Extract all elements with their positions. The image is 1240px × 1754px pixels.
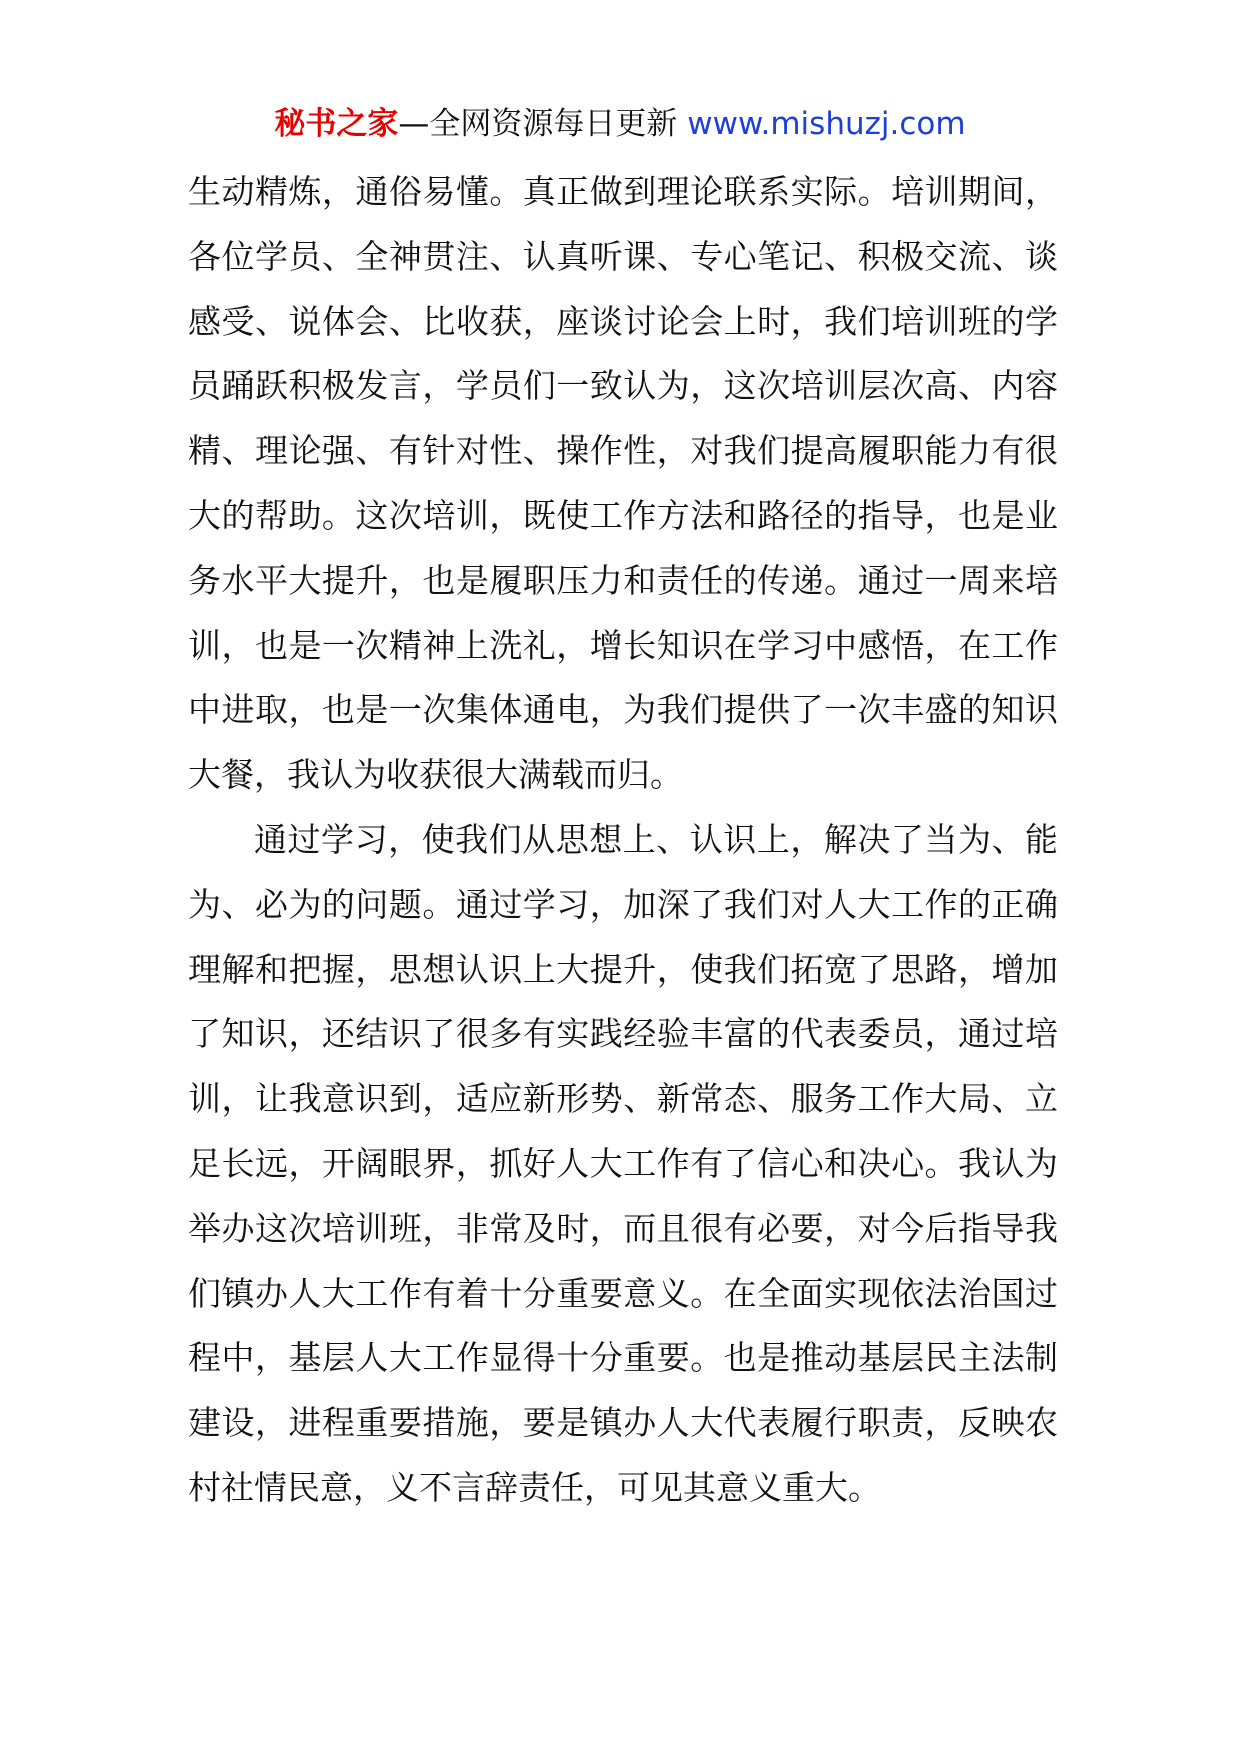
website-link[interactable]: www.mishuzj.com <box>687 106 966 142</box>
brand-name: 秘书之家 <box>274 106 399 142</box>
page-header <box>0 102 1240 146</box>
header-tagline: —全网资源每日更新 <box>398 106 688 142</box>
document-body <box>188 160 1058 1521</box>
paragraph-1: 生动精炼，通俗易懂。真正做到理论联系实际。培训期间，各位学员、全神贯注、认真听课、专心笔记、积极交流、谈感受、说体会、比收获，座谈讨论会上时，我们培训班的学员踊跃积极发言，学员们一致认为，这次培训层次高、内容精、理论强、有针对性、操作性，对我们提高履职能力有很大的帮助。这次培训，既使工作方法和路径的指导，也是业务水平大提升，也是履职压力和责任的传递。通过一周来培训，也是一次精神上洗礼，增长知识在学习中感悟，在工作中进取，也是一次集体通电，为我们提供了一次丰盛的知识大餐，我认为收获很大满载而归。 <box>188 172 1058 795</box>
paragraph-2: 通过学习，使我们从思想上、认识上，解决了当为、能为、必为的问题。通过学习，加深了我们对人大工作的正确理解和把握，思想认识上大提升，使我们拓宽了思路，增加了知识，还结识了很多有实践经验丰富的代表委员，通过培训，让我意识到，适应新形势、新常态、服务工作大局、立足长远，开阔眼界，抓好人大工作有了信心和决心。我认为举办这次培训班，非常及时，而且很有必要，对今后指导我们镇办人大工作有着十分重要意义。在全面实现依法治国过程中，基层人大工作显得十分重要。也是推动基层民主法制建设，进程重要措施，要是镇办人大代表履行职责，反映农村社情民意，义不言辞责任，可见其意义重大。 <box>188 819 1058 1507</box>
